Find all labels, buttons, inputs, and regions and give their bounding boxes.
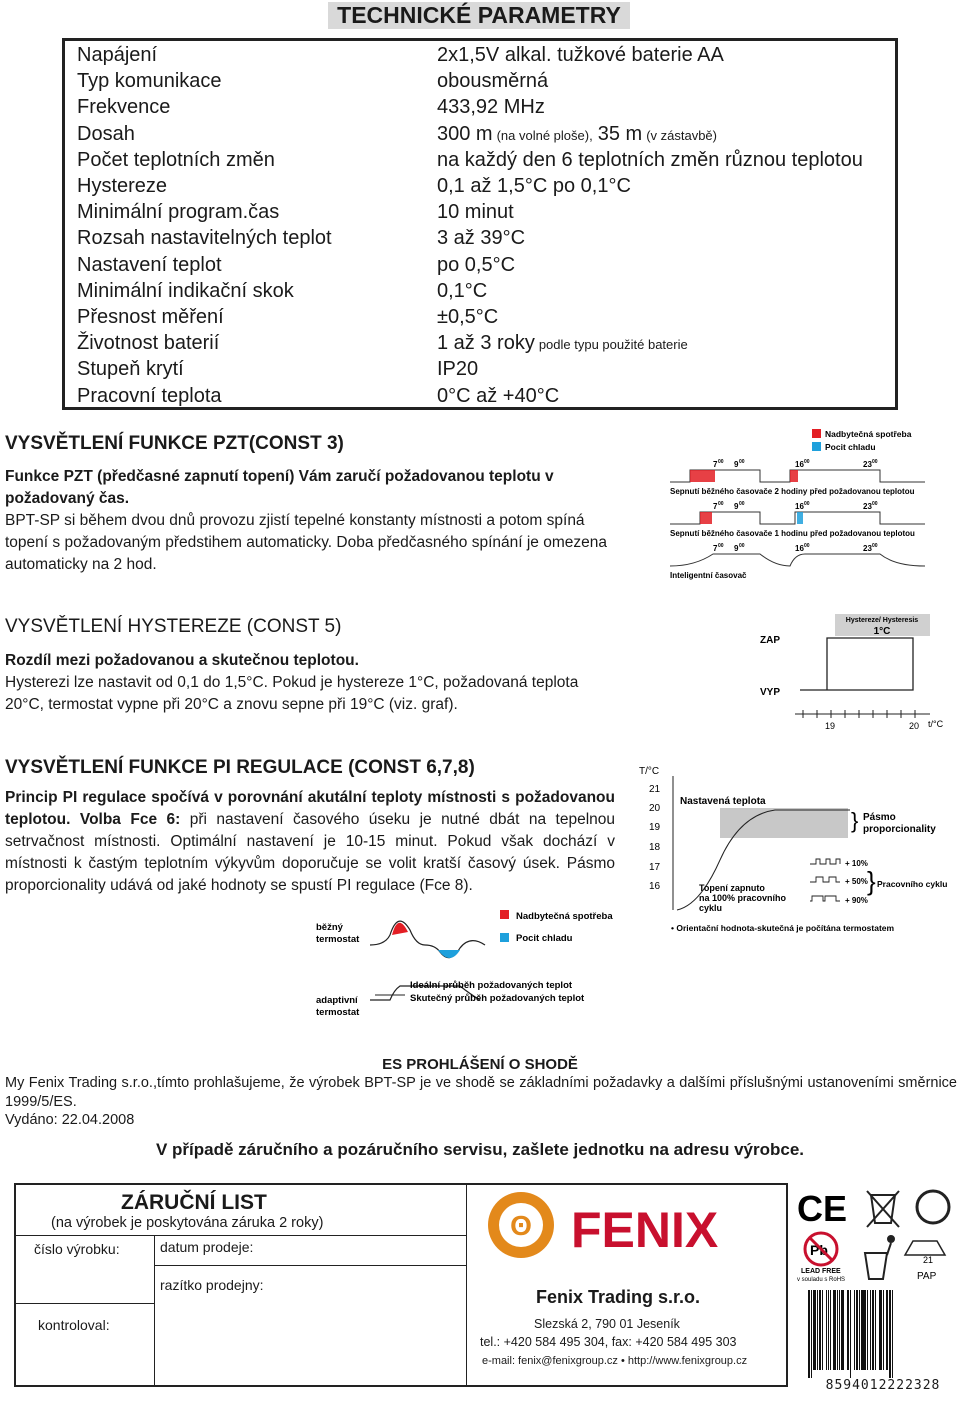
param-value	[437, 305, 498, 329]
pzt-r1-t2: 9	[734, 460, 739, 469]
param-label: Stupeň krytí	[77, 358, 184, 381]
param-value	[437, 69, 548, 93]
pi-p10: + 10%	[845, 859, 868, 868]
pzt-r3-t2: 9	[734, 544, 739, 553]
pzt-legend-blue: Pocit chladu	[825, 442, 876, 452]
pi-body: při nastavení časového úseku je nutné dbát na tepelnou setrvačnost místnosti. Optimální nastavení je 10-15 minut. Pokud však dochází v místnosti k častým teplotním výkyvům doporučuje se volit kratší časový úsek. Pásmo proporcionality udává od jaké hodnoty se spustí PI regulace (Fce 8).	[5, 811, 616, 894]
param-note-second: (v zástavbě)	[646, 127, 717, 143]
issued-date: Vydáno: 22.04.2008	[5, 1112, 135, 1128]
declaration-title: ES PROHLÁŠENÍ O SHODĚ	[382, 1056, 578, 1073]
card-sale-date-label: datum prodeje:	[160, 1239, 254, 1255]
pi-p90: + 90%	[845, 896, 868, 905]
svg-text:}: }	[851, 808, 859, 833]
pi-ytick-19: 19	[649, 822, 661, 833]
pzt-r2-t1-sup: 00	[718, 501, 724, 507]
pi-ideal: Ideální průběh požadovaných teplot	[410, 980, 573, 991]
pi-heat-1: Topení zapnuto	[699, 883, 765, 893]
param-value-main: 0,1 až 1,5°C po 0,1°C	[437, 175, 631, 197]
barcode	[808, 1290, 958, 1400]
warranty-card	[14, 1183, 788, 1387]
pi-leg-blue: Pocit chladu	[516, 933, 573, 944]
pzt-row1-label: Sepnutí běžného časovače 2 hodiny před požadovanou teplotou	[670, 487, 915, 496]
param-value	[437, 43, 724, 67]
param-value-second: 35 m	[597, 122, 643, 145]
hyst-xunit: t/°C	[928, 719, 944, 729]
param-label: Minimální indikační skok	[77, 279, 294, 302]
pi-ytick-21: 21	[649, 784, 661, 795]
pzt-text	[5, 466, 617, 576]
hyst-body: Hysterezi lze nastavit od 0,1 do 1,5°C. Pokud je hystereze 1°C, požadovaná teplota 20°C, termostat vypne při 20°C a znovu sepne při 19°C (viz. graf).	[5, 674, 579, 713]
param-value-main: 0°C až +40°C	[437, 384, 560, 407]
param-value	[437, 384, 559, 408]
hyst-heading: VYSVĚTLENÍ HYSTEREZE (CONST 5)	[5, 616, 342, 637]
pzt-lead: Funkce PZT (předčasné zapnutí topení) Vám zaručí požadovanou teplotu v požadovaný čas.	[5, 468, 554, 507]
param-label: Hystereze	[77, 175, 168, 197]
hyst-x1: 19	[825, 721, 836, 731]
pi-ytick-16: 16	[649, 881, 661, 892]
service-notice: V případě záručního a pozáručního servisu, zašlete jednotku na adresu výrobce.	[155, 1140, 805, 1159]
pzt-r1-t4-sup: 00	[872, 459, 878, 465]
pi-heat-3: cyklu	[699, 903, 723, 913]
param-label: Napájení	[77, 44, 158, 66]
brand-web: http://www.fenixgroup.cz	[627, 1355, 748, 1367]
page-title: TECHNICKÉ PARAMETRY	[328, 2, 630, 29]
pzt-r2-t3: 16	[795, 502, 804, 511]
param-value	[437, 253, 515, 277]
pi-leg-red: Nadbytečná spotřeba	[516, 911, 613, 922]
pi-band-2: proporcionality	[863, 824, 936, 835]
param-label: Frekvence	[77, 96, 171, 119]
param-value-main: IP20	[437, 358, 479, 381]
param-label: Rozsah nastavitelných teplot	[77, 227, 332, 250]
brand-company: Fenix Trading s.r.o.	[536, 1287, 701, 1307]
param-label: Životnost baterií	[77, 332, 220, 355]
pzt-r1-t3: 16	[795, 460, 804, 469]
hysteresis-diagram	[755, 610, 950, 735]
pzt-r3-t3-sup: 00	[804, 543, 810, 549]
pzt-r3-t4-sup: 00	[872, 543, 878, 549]
card-stamp-label: razítko prodejny:	[160, 1277, 264, 1293]
param-value	[437, 279, 487, 303]
pi-setpoint: Nastavená teplota	[680, 796, 766, 807]
pap-number: 21	[923, 1255, 934, 1265]
fenix-logo	[476, 1187, 786, 1267]
ad-label-1: adaptivní	[316, 995, 358, 1006]
pzt-row-2	[670, 501, 925, 538]
pi-ytick-20: 20	[649, 803, 661, 814]
pi-diagram	[625, 760, 955, 940]
brand-dot: •	[620, 1355, 625, 1367]
param-value	[437, 122, 717, 148]
pzt-r3-t2-sup: 00	[739, 543, 745, 549]
pzt-r3-t1: 7	[713, 544, 718, 553]
param-value-main: 3 až 39°C	[437, 227, 526, 250]
pi-p50: + 50%	[845, 877, 868, 886]
param-note: (na volné ploše),	[496, 127, 593, 143]
pi-heading: VYSVĚTLENÍ FUNKCE PI REGULACE (CONST 6,7,8)	[5, 757, 475, 778]
param-value	[437, 174, 631, 198]
card-checked-label: kontroloval:	[38, 1317, 110, 1333]
pzt-r2-t1: 7	[713, 502, 718, 511]
param-label: Dosah	[77, 122, 135, 145]
pb-text: Pb	[810, 1242, 828, 1258]
param-value-main: 2x1,5V alkal. tužkové baterie AA	[437, 44, 724, 66]
std-label-1: běžný	[316, 922, 343, 933]
legend-red-swatch	[812, 429, 821, 438]
brand-name: FENIX	[571, 1202, 719, 1258]
param-value-main: 300 m	[437, 122, 493, 145]
ce-mark-icon: CE	[797, 1188, 848, 1229]
param-value-main: 10 minut	[437, 201, 514, 224]
pzt-r1-t4: 23	[863, 460, 872, 469]
pi-cycle: Pracovního cyklu	[877, 879, 948, 889]
card-serial-label: číslo výrobku:	[34, 1241, 120, 1257]
hyst-box-title: Hystereze/ Hysteresis	[845, 617, 919, 624]
pzt-r3-t1-sup: 00	[718, 543, 724, 549]
param-value	[437, 148, 863, 172]
pi-ytick-18: 18	[649, 842, 661, 853]
pzt-r2-t2: 9	[734, 502, 739, 511]
pi-note: • Orientační hodnota-skutečná je počítána termostatem	[671, 923, 895, 933]
pzt-body: BPT-SP si během dvou dnů provozu zjistí tepelné konstanty místnosti a potom spíná topení s požadovaným předstihem automaticky. Doba předčasného spínání je omezena automaticky na 2 hod.	[5, 512, 607, 573]
parameters-table	[62, 38, 898, 410]
bin-person-icon	[865, 1236, 894, 1279]
param-value-main: po 0,5°C	[437, 253, 516, 276]
param-value	[437, 357, 478, 381]
hyst-box-value: 1°C	[873, 626, 891, 637]
pi-ytick-17: 17	[649, 862, 661, 873]
pi-band-1: Pásmo	[863, 812, 896, 823]
card-title: ZÁRUČNÍ LIST	[121, 1191, 267, 1214]
certification-marks	[795, 1183, 955, 1283]
pzt-r3-t3: 16	[795, 544, 804, 553]
param-note: podle typu použité baterie	[538, 337, 688, 353]
hyst-x2: 20	[909, 721, 920, 731]
recycle-icon	[917, 1191, 949, 1223]
pi-text	[5, 787, 615, 897]
hyst-off-label: VYP	[760, 687, 781, 698]
ad-label-2: termostat	[316, 1007, 360, 1018]
pzt-row2-label: Sepnutí běžného časovače 1 hodinu před požadovanou teplotou	[670, 529, 915, 538]
pzt-row-3	[670, 543, 925, 580]
pi-lead: Princip PI regulace spočívá v porovnání akutální teploty místnosti s požadovanou teplotou.	[5, 789, 615, 828]
svg-text:}: }	[867, 866, 876, 896]
pi-lead2: Volba Fce 6:	[79, 811, 181, 828]
pzt-r2-t3-sup: 00	[804, 501, 810, 507]
param-value	[437, 226, 525, 250]
param-label: Přesnost měření	[77, 306, 224, 328]
pi-yunit: T/°C	[639, 766, 660, 777]
svg-text:ʘ: ʘ	[510, 1210, 532, 1241]
pzt-r1-t2-sup: 00	[739, 459, 745, 465]
pzt-r2-t2-sup: 00	[739, 501, 745, 507]
param-label: Typ komunikace	[77, 70, 222, 93]
pzt-row3-label: Inteligentní časovač	[670, 571, 747, 580]
declaration-text: My Fenix Trading s.r.o.,tímto prohlašujeme, že výrobek BPT-SP je ve shodě se základními požadavky a dalšími příslušnými ustanoveními směrnice 1999/5/ES.	[5, 1075, 957, 1110]
pap-text: PAP	[917, 1271, 937, 1282]
pzt-row-1	[670, 459, 925, 496]
param-value	[437, 331, 688, 357]
param-value	[437, 200, 514, 224]
pi-real: Skutečný průběh požadovaných teplot	[410, 993, 585, 1004]
pzt-diagram	[665, 424, 935, 584]
param-value	[437, 95, 545, 119]
param-value-main: ±0,5°C	[437, 306, 499, 328]
pzt-r2-t4-sup: 00	[872, 501, 878, 507]
weee-bin-icon	[867, 1191, 899, 1227]
param-value-main: 1 až 3 roky	[437, 332, 535, 355]
card-subtitle: (na výrobek je poskytována záruka 2 roky)	[51, 1215, 324, 1231]
pzt-r3-t4: 23	[863, 544, 872, 553]
param-label: Minimální program.čas	[77, 201, 280, 224]
lead-free-text: LEAD FREE	[801, 1268, 841, 1275]
pzt-legend-red: Nadbytečná spotřeba	[825, 429, 912, 439]
brand-phone: tel.: +420 584 495 304, fax: +420 584 495 303	[480, 1335, 737, 1349]
pzt-r1-t1-sup: 00	[718, 459, 724, 465]
param-label: Počet teplotních změn	[77, 148, 275, 171]
param-label: Nastavení teplot	[77, 253, 222, 276]
pzt-heading: VYSVĚTLENÍ FUNKCE PZT(CONST 3)	[5, 433, 344, 454]
param-value-main: 433,92 MHz	[437, 96, 545, 119]
barcode-digits: 8594012222328	[825, 1378, 941, 1393]
legend-blue-swatch	[812, 442, 821, 451]
pap-recycle-icon	[905, 1241, 945, 1255]
param-value-main: obousměrná	[437, 70, 549, 93]
hyst-text	[5, 650, 617, 716]
pi-heat-2: na 100% pracovního	[699, 893, 787, 903]
hyst-lead: Rozdíl mezi požadovanou a skutečnou teplotou.	[5, 652, 359, 669]
hyst-on-label: ZAP	[760, 635, 780, 646]
pzt-r2-t4: 23	[863, 502, 872, 511]
param-label: Pracovní teplota	[77, 384, 222, 407]
param-value-main: 0,1°C	[437, 279, 488, 302]
pzt-r1-t1: 7	[713, 460, 718, 469]
std-label-2: termostat	[316, 934, 360, 945]
brand-email: e-mail: fenix@fenixgroup.cz	[482, 1355, 618, 1367]
pzt-r1-t3-sup: 00	[804, 459, 810, 465]
param-value-main: na každý den 6 teplotních změn různou teplotou	[437, 148, 863, 171]
brand-address: Slezská 2, 790 01 Jeseník	[534, 1317, 680, 1331]
rohs-text: v souladu s RoHS	[797, 1277, 846, 1283]
thermostat-comparison	[310, 900, 630, 1030]
